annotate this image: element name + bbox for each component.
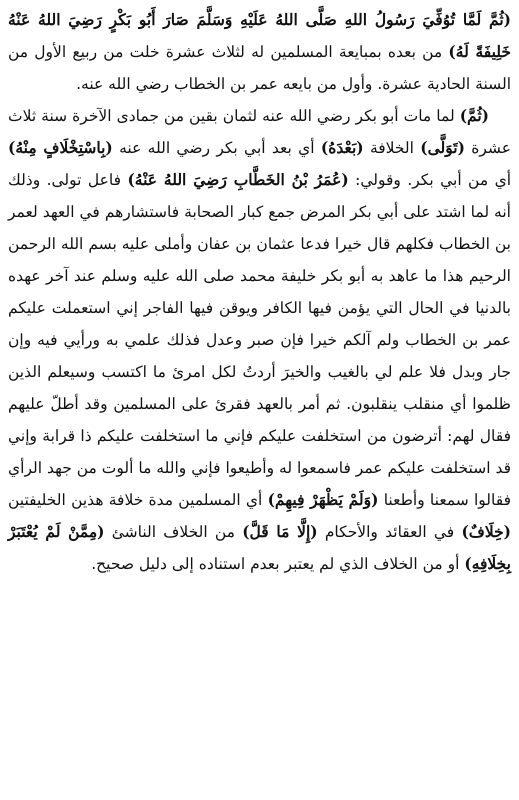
matn-text-run: (خِلَافٌ) bbox=[461, 522, 512, 541]
commentary-text-run: أي المسلمين مدة خلافة هذين الخليفتين bbox=[8, 491, 268, 509]
matn-text-run: (ثُمَّ لَمَّا تُوُفِّيَ رَسُولُ اللهِ صَلَّى اللهُ عَلَيْهِ وَسَلَّمَ صَارَ أَبُو بَكْرٍ رَضِيَ اللهُ عَنْهُ خَلِيفَةً لَهُ) bbox=[8, 10, 511, 61]
matn-text-run: (ثُمَّ) bbox=[459, 106, 489, 125]
commentary-text-run: من بعده بمبايعة المسلمين له لثلاث عشرة خلت من ربيع الأول من السنة الحادية عشرة. وأول من بايعه عمر بن الخطاب رضي الله عنه. bbox=[8, 43, 511, 93]
commentary-text-run: أي بعد أبي بكر رضي الله عنه bbox=[112, 139, 321, 157]
commentary-text-run: فاعل تولى. وذلك أنه لما اشتد على أبي بكر المرض جمع كبار الصحابة فاستشارهم في العهد لعمر بن الخطاب فكلهم قال خيرا فدعا عثمان بن عفان وأملى عليه بسم الله الرحمن الرحيم هذا ما عاهد به أبو بكر خليفة محمد صلى الله عليه وسلم عند آخر عهده بالدنيا في الحال التي يؤمن فيها الكافر ويوقن فيها الفاجر إني استعملت عليكم عمر بن الخطاب ولم آلكم خيرا فإن صبر وعدل فذلك علمي به ورأيي فيه وإن جار وبدل فلا علم لي بالغيب والخيرَ أردتُ لكل امرئ ما اكتسب وسيعلم الذين ظلموا أي منقلب ينقلبون. ثم أمر بالعهد فقرئ على المسلمين وقد أطلّ عليهم فقال لهم: أترضون من استخلفت عليكم فإني ما استخلفت عليكم ذا قرابة وإني قد استخلفت عليكم عمر فاسمعوا له وأطيعوا فإني والله ما ألوت من جهد الرأي فقالوا سمعنا وأطعنا bbox=[8, 171, 512, 509]
matn-text-run: (عُمَرُ بْنُ الخَطَّابِ رَضِيَ اللهُ عَنْهُ) bbox=[127, 170, 349, 189]
paragraph-1 bbox=[8, 4, 511, 100]
commentary-text-run: لما مات أبو بكر رضي الله عنه لثمان بقين من جمادى الآخرة سنة ثلاث عشرة bbox=[8, 107, 511, 157]
commentary-text-run: أو من الخلاف الذي لم يعتبر بعدم استناده إلى دليل صحيح. bbox=[91, 555, 465, 573]
commentary-text-run: من الخلاف الناشئ bbox=[104, 523, 243, 541]
commentary-text-run: أي من أبي بكر. وقولي: bbox=[348, 171, 512, 189]
matn-text-run: (بَعْدَهُ) bbox=[320, 138, 364, 157]
paragraph-2 bbox=[8, 100, 511, 580]
matn-text-run: (إِلَّا مَا قَلَّ) bbox=[242, 522, 318, 541]
matn-text-run: (مِمَّنْ لَمْ يُعْتَبَرْ بِخِلَافِهِ) bbox=[8, 522, 511, 573]
commentary-text-run: في العقائد والأحكام bbox=[317, 523, 462, 541]
matn-text-run: (تَوَلَّى) bbox=[420, 138, 465, 157]
matn-text-run: (وَلَمْ يَظْهَرْ فِيهِمْ) bbox=[267, 490, 379, 509]
commentary-text-run: الخلافة bbox=[363, 139, 421, 157]
matn-text-run: (بِاسْتِخْلَافٍ مِنْهُ) bbox=[8, 138, 113, 157]
